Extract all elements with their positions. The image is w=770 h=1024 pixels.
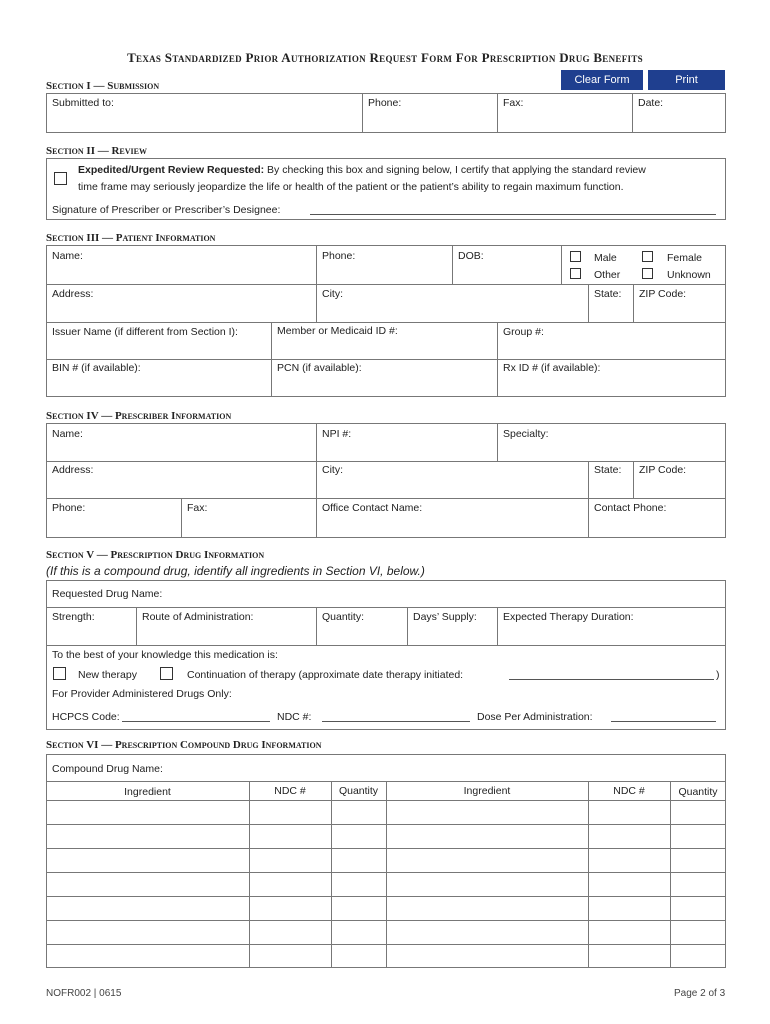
compound-note: (If this is a compound drug, identify all ingredients in Section VI, below.) xyxy=(46,564,425,578)
patient-name-field[interactable]: Name: xyxy=(52,250,83,262)
quantity-field[interactable]: Quantity: xyxy=(322,611,365,623)
unknown-label: Unknown xyxy=(667,269,711,281)
submission-date-field[interactable]: Date: xyxy=(638,97,664,109)
column-header: NDC # xyxy=(274,785,306,797)
column-header: Quantity xyxy=(678,786,718,798)
ndc-line[interactable] xyxy=(322,721,470,722)
knowledge-label: To the best of your knowledge this medication is: xyxy=(52,649,278,661)
expedited-review-text: Expedited/Urgent Review Requested: By checking this box and signing below, I certify that applying the standard review xyxy=(78,164,646,176)
other-checkbox[interactable] xyxy=(570,268,581,279)
close-paren: ) xyxy=(716,669,720,681)
section-5-heading: Section V — Prescription Drug Information xyxy=(46,549,265,561)
female-label: Female xyxy=(667,252,703,264)
continuation-checkbox[interactable] xyxy=(160,667,173,680)
dose-label: Dose Per Administration: xyxy=(477,711,593,723)
prescriber-name-field[interactable]: Name: xyxy=(52,428,83,440)
therapy-duration-field[interactable]: Expected Therapy Duration: xyxy=(503,611,634,623)
patient-phone-field[interactable]: Phone: xyxy=(322,250,356,262)
ndc-label: NDC #: xyxy=(277,711,312,723)
new-therapy-checkbox[interactable] xyxy=(53,667,66,680)
days-supply-field[interactable]: Days’ Supply: xyxy=(413,611,477,623)
strength-field[interactable]: Strength: xyxy=(52,611,95,623)
patient-zip-field[interactable]: ZIP Code: xyxy=(639,288,687,300)
patient-dob-field[interactable]: DOB: xyxy=(458,250,484,262)
print-button[interactable]: Print xyxy=(648,70,725,90)
section-3-heading: Section III — Patient Information xyxy=(46,232,216,244)
column-header: Quantity xyxy=(338,785,379,797)
unknown-checkbox[interactable] xyxy=(642,268,653,279)
column-header: Ingredient xyxy=(124,786,171,798)
section-6-heading: Section VI — Prescription Compound Drug Information xyxy=(46,739,322,751)
issuer-name-field[interactable]: Issuer Name (if different from Section I): xyxy=(52,326,238,338)
new-therapy-label: New therapy xyxy=(78,669,137,681)
rxid-field[interactable]: Rx ID # (if available): xyxy=(503,362,601,374)
specialty-field[interactable]: Specialty: xyxy=(503,428,549,440)
compound-drug-name-field[interactable]: Compound Drug Name: xyxy=(52,763,163,775)
form-number: NOFR002 | 0615 xyxy=(46,988,122,999)
form-title: Texas Standardized Prior Authorization Request Form For Prescription Drug Benefits xyxy=(127,50,643,65)
dose-line[interactable] xyxy=(611,721,716,722)
prescriber-city-field[interactable]: City: xyxy=(322,464,343,476)
bin-field[interactable]: BIN # (if available): xyxy=(52,362,141,374)
pcn-field[interactable]: PCN (if available): xyxy=(277,362,362,374)
provider-admin-label: For Provider Administered Drugs Only: xyxy=(52,688,232,700)
clear-form-button[interactable]: Clear Form xyxy=(561,70,643,90)
patient-city-field[interactable]: City: xyxy=(322,288,343,300)
section-3-box xyxy=(46,245,726,397)
route-field[interactable]: Route of Administration: xyxy=(142,611,254,623)
continuation-label: Continuation of therapy (approximate date therapy initiated: xyxy=(187,669,464,681)
group-field[interactable]: Group #: xyxy=(503,326,544,338)
patient-state-field[interactable]: State: xyxy=(594,288,622,300)
section-2-heading: Section II — Review xyxy=(46,145,147,157)
submission-fax-field[interactable]: Fax: xyxy=(503,97,524,109)
female-checkbox[interactable] xyxy=(642,251,653,262)
male-label: Male xyxy=(594,252,617,264)
signature-line[interactable] xyxy=(310,214,716,215)
office-contact-field[interactable]: Office Contact Name: xyxy=(322,502,423,514)
expedited-review-checkbox[interactable] xyxy=(54,172,67,185)
prescriber-fax-field[interactable]: Fax: xyxy=(187,502,208,514)
submission-phone-field[interactable]: Phone: xyxy=(368,97,402,109)
npi-field[interactable]: NPI #: xyxy=(322,428,352,440)
prescriber-state-field[interactable]: State: xyxy=(594,464,622,476)
therapy-initiated-date-line[interactable] xyxy=(509,679,714,680)
contact-phone-field[interactable]: Contact Phone: xyxy=(594,502,667,514)
requested-drug-field[interactable]: Requested Drug Name: xyxy=(52,588,163,600)
prescriber-zip-field[interactable]: ZIP Code: xyxy=(639,464,687,476)
prescriber-address-field[interactable]: Address: xyxy=(52,464,94,476)
expedited-review-text-2: time frame may seriously jeopardize the life or health of the patient or the patient’s ability to regain maximum function. xyxy=(78,181,624,193)
prescriber-phone-field[interactable]: Phone: xyxy=(52,502,86,514)
member-id-field[interactable]: Member or Medicaid ID #: xyxy=(277,325,398,337)
other-label: Other xyxy=(594,269,621,281)
section-4-box xyxy=(46,423,726,538)
hcpcs-label: HCPCS Code: xyxy=(52,711,120,723)
male-checkbox[interactable] xyxy=(570,251,581,262)
signature-label: Signature of Prescriber or Prescriber’s Designee: xyxy=(52,204,281,216)
section-4-heading: Section IV — Prescriber Information xyxy=(46,410,232,422)
submitted-to-field[interactable]: Submitted to: xyxy=(52,97,114,109)
hcpcs-line[interactable] xyxy=(122,721,270,722)
column-header: NDC # xyxy=(613,785,645,797)
column-header: Ingredient xyxy=(463,785,511,797)
page-number: Page 2 of 3 xyxy=(674,988,726,999)
patient-address-field[interactable]: Address: xyxy=(52,288,94,300)
section-1-heading: Section I — Submission xyxy=(46,80,160,92)
